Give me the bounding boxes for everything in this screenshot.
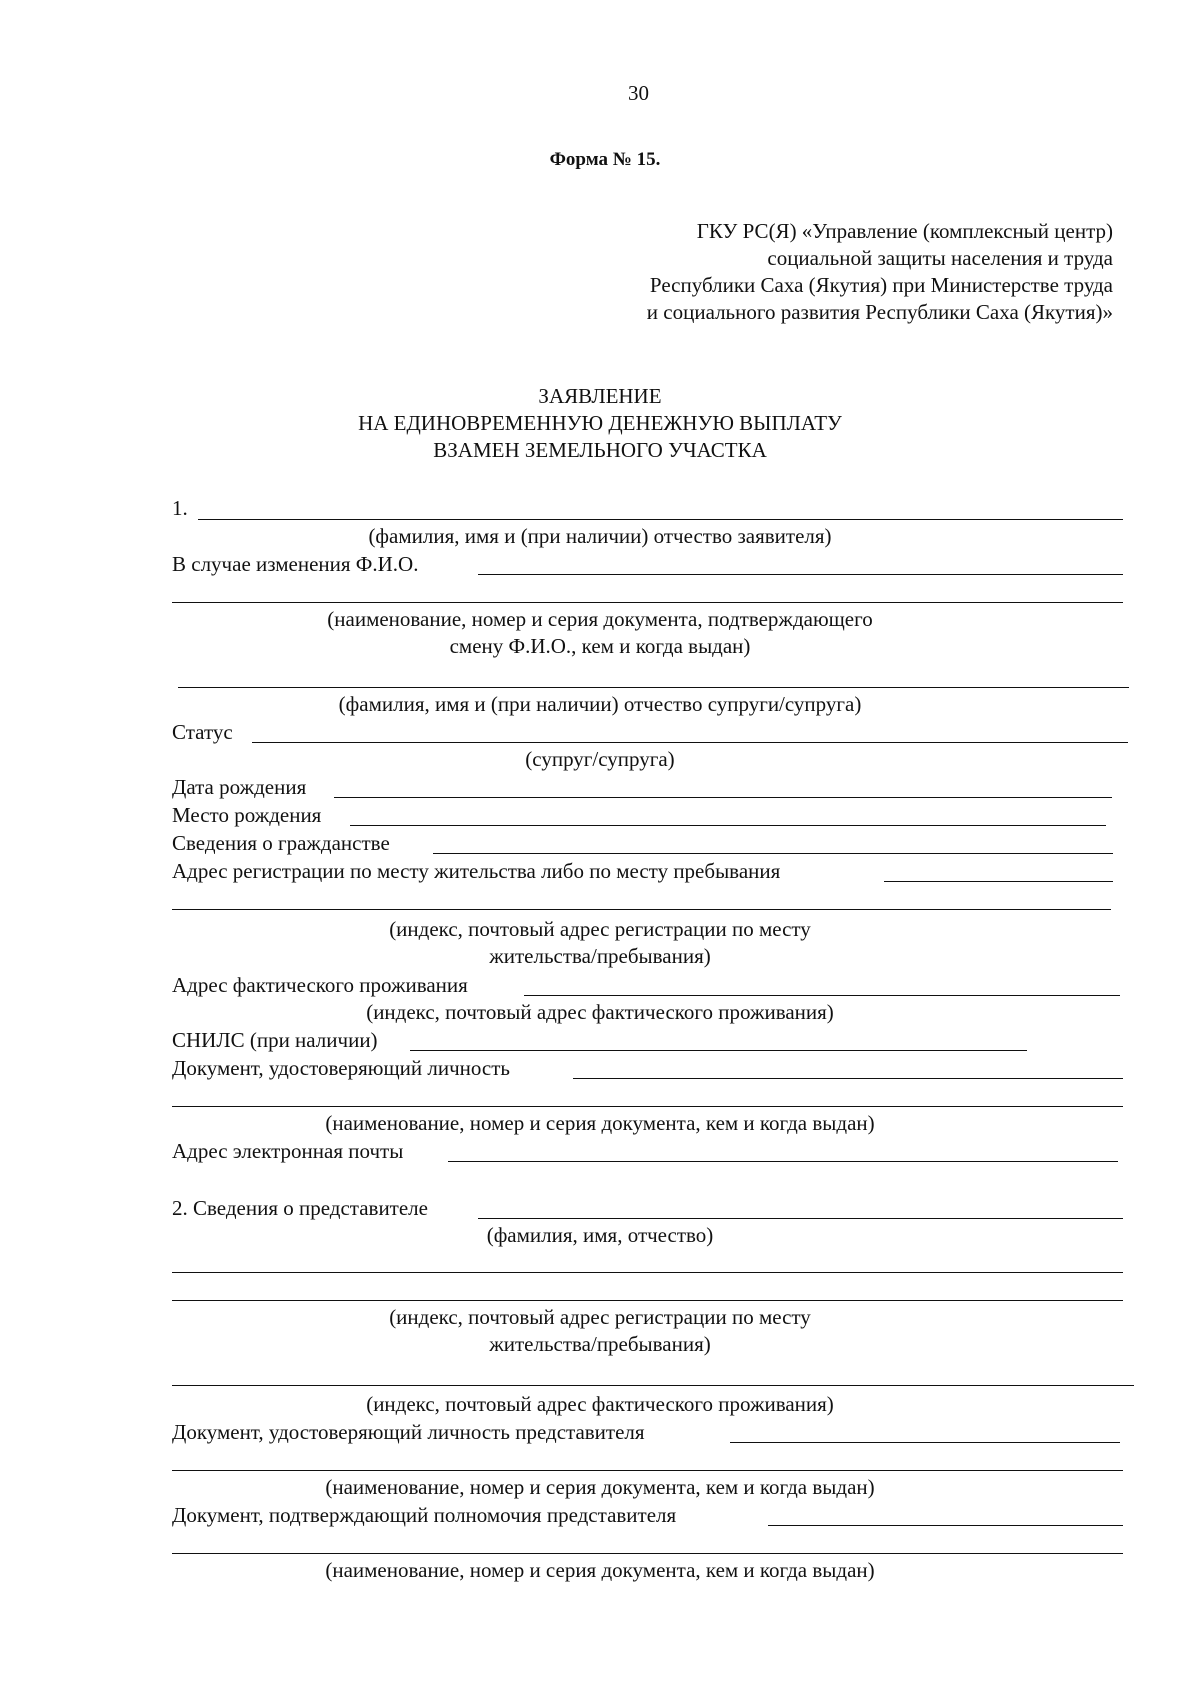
representative-actual-field[interactable]	[172, 1385, 1134, 1386]
title-line: ВЗАМЕН ЗЕМЕЛЬНОГО УЧАСТКА	[433, 438, 767, 462]
rep-auth-doc-field[interactable]	[768, 1525, 1123, 1526]
representative-reg-field[interactable]	[172, 1272, 1123, 1273]
addressee-line: и социального развития Республики Саха (Якутия)»	[646, 300, 1113, 324]
hint-reg-address: жительства/пребывания)	[489, 944, 711, 968]
rep-id-doc-field-2[interactable]	[172, 1470, 1123, 1471]
representative-label: 2. Сведения о представителе	[172, 1196, 428, 1220]
rep-auth-doc-label: Документ, подтверждающий полномочия представителя	[172, 1503, 677, 1527]
status-field[interactable]	[252, 742, 1128, 743]
hint-status: (супруг/супруга)	[525, 747, 675, 771]
hint-id-doc: (наименование, номер и серия документа, кем и когда выдан)	[325, 1111, 875, 1135]
representative-reg-field-2[interactable]	[172, 1300, 1123, 1301]
citizenship-field[interactable]	[433, 853, 1113, 854]
reg-address-field[interactable]	[884, 881, 1113, 882]
title-line: ЗАЯВЛЕНИЕ	[538, 384, 662, 408]
hint-actual-address: (индекс, почтовый адрес фактического проживания)	[366, 1000, 834, 1024]
page-number: 30	[628, 81, 649, 105]
title-line: НА ЕДИНОВРЕМЕННУЮ ДЕНЕЖНУЮ ВЫПЛАТУ	[358, 411, 842, 435]
rep-auth-doc-field-2[interactable]	[172, 1553, 1123, 1554]
reg-address-label: Адрес регистрации по месту жительства либо по месту пребывания	[172, 859, 781, 883]
hint-rep-id-doc: (наименование, номер и серия документа, кем и когда выдан)	[325, 1475, 875, 1499]
addressee-line: Республики Саха (Якутия) при Министерстве труда	[649, 273, 1113, 297]
email-field[interactable]	[448, 1161, 1118, 1162]
hint-name-change: смену Ф.И.О., кем и когда выдан)	[449, 634, 751, 658]
hint-representative-actual: (индекс, почтовый адрес фактического проживания)	[366, 1392, 834, 1416]
snils-label: СНИЛС (при наличии)	[172, 1028, 378, 1052]
hint-spouse-name: (фамилия, имя и (при наличии) отчество супруги/супруга)	[338, 692, 862, 716]
birth-date-label: Дата рождения	[172, 775, 307, 799]
hint-representative-reg: жительства/пребывания)	[489, 1332, 711, 1356]
hint-name-change: (наименование, номер и серия документа, подтверждающего	[327, 607, 873, 631]
hint-representative-reg: (индекс, почтовый адрес регистрации по месту	[389, 1305, 811, 1329]
id-doc-label: Документ, удостоверяющий личность	[172, 1056, 510, 1080]
citizenship-label: Сведения о гражданстве	[172, 831, 390, 855]
email-label: Адрес электронная почты	[172, 1139, 404, 1163]
applicant-name-field[interactable]	[198, 519, 1123, 520]
id-doc-field[interactable]	[573, 1078, 1123, 1079]
hint-reg-address: (индекс, почтовый адрес регистрации по месту	[389, 917, 811, 941]
form-number: Форма № 15.	[549, 149, 661, 170]
section-1-number: 1.	[172, 496, 188, 520]
actual-address-label: Адрес фактического проживания	[172, 973, 468, 997]
hint-applicant-name: (фамилия, имя и (при наличии) отчество заявителя)	[368, 524, 832, 548]
addressee-line: ГКУ РС(Я) «Управление (комплексный центр)	[696, 219, 1113, 243]
id-doc-field-2[interactable]	[172, 1106, 1123, 1107]
name-change-field[interactable]	[478, 574, 1123, 575]
rep-id-doc-field[interactable]	[730, 1442, 1120, 1443]
snils-field[interactable]	[410, 1050, 1027, 1051]
hint-representative-name: (фамилия, имя, отчество)	[486, 1223, 714, 1247]
representative-name-field[interactable]	[478, 1218, 1123, 1219]
status-label: Статус	[172, 720, 233, 744]
spouse-name-field[interactable]	[178, 687, 1129, 688]
name-change-field-2[interactable]	[172, 602, 1123, 603]
actual-address-field[interactable]	[524, 995, 1120, 996]
birth-place-label: Место рождения	[172, 803, 322, 827]
rep-id-doc-label: Документ, удостоверяющий личность представителя	[172, 1420, 645, 1444]
addressee-line: социальной защиты населения и труда	[767, 246, 1113, 270]
birth-date-field[interactable]	[334, 797, 1112, 798]
birth-place-field[interactable]	[350, 825, 1106, 826]
name-change-label: В случае изменения Ф.И.О.	[172, 552, 419, 576]
hint-rep-auth-doc: (наименование, номер и серия документа, кем и когда выдан)	[325, 1558, 875, 1582]
reg-address-field-2[interactable]	[172, 909, 1111, 910]
